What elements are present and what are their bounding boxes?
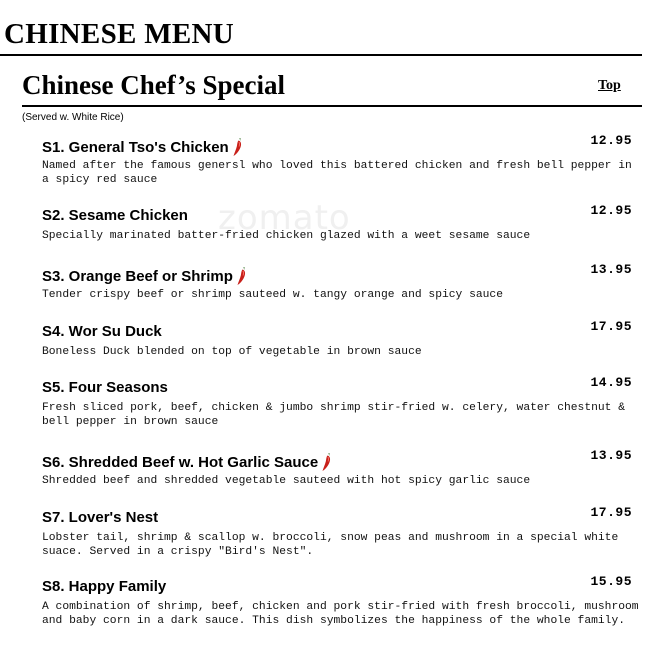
item-description: A combination of shrimp, beef, chicken and pork stir-fried with fresh broccoli, mushroom and baby corn in a dark sauce. This dish symbolizes the happiness of the whole family. <box>42 601 639 627</box>
item-name-wrap <box>42 578 166 595</box>
item-name: S1. General Tso's Chicken <box>42 138 229 156</box>
item-price: 12.95 <box>590 133 632 148</box>
item-name: S2. Sesame Chicken <box>42 207 188 224</box>
item-price: 13.95 <box>590 448 632 463</box>
menu-item <box>42 319 642 359</box>
item-description: Boneless Duck blended on top of vegetable in brown sauce <box>42 346 422 358</box>
menu-item <box>42 203 642 243</box>
item-name-wrap <box>42 137 243 157</box>
item-description: Named after the famous genersl who loved this battered chicken and fresh bell pepper in a spicy red sauce <box>42 160 632 186</box>
menu-item <box>42 448 642 488</box>
chili-pepper-icon <box>236 266 247 286</box>
item-name-wrap <box>42 323 162 340</box>
item-name-wrap <box>42 266 247 286</box>
item-description: Shredded beef and shredded vegetable sauteed with hot spicy garlic sauce <box>42 475 531 487</box>
item-price: 14.95 <box>590 375 632 390</box>
item-price: 15.95 <box>590 574 632 589</box>
item-name: S8. Happy Family <box>42 578 167 595</box>
item-name: S7. Lover's Nest <box>42 509 159 526</box>
section-divider <box>22 105 642 107</box>
item-description: Fresh sliced pork, beef, chicken & jumbo shrimp stir-fried w. celery, water chestnut & bell pepper in brown sauce <box>42 402 626 428</box>
item-price: 12.95 <box>590 203 632 218</box>
menu-item <box>42 375 642 429</box>
section-title: Chinese Chef’s Special <box>22 70 285 100</box>
menu-item <box>42 133 642 187</box>
item-name: S3. Orange Beef or Shrimp <box>42 267 233 285</box>
menu-item <box>42 574 642 628</box>
item-price: 17.95 <box>590 319 632 334</box>
item-description: Lobster tail, shrimp & scallop w. broccoli, snow peas and mushroom in a special white suace. Served in a crispy "Bird's Nest". <box>42 532 619 558</box>
item-name-wrap <box>42 379 168 396</box>
watermark: zomato <box>218 198 351 238</box>
top-link[interactable]: Top <box>598 78 621 93</box>
item-name-wrap <box>42 207 188 224</box>
item-name: S4. Wor Su Duck <box>42 323 162 340</box>
item-name: S6. Shredded Beef w. Hot Garlic Sauce <box>42 453 319 471</box>
chili-pepper-icon <box>321 452 332 472</box>
menu-item <box>42 505 642 559</box>
item-price: 17.95 <box>590 505 632 520</box>
item-name-wrap <box>42 452 332 472</box>
item-name: S5. Four Seasons <box>42 379 168 396</box>
item-description: Specially marinated batter-fried chicken glazed with a weet sesame sauce <box>42 230 531 242</box>
item-description: Tender crispy beef or shrimp sauteed w. tangy orange and spicy sauce <box>42 289 503 301</box>
title-divider <box>0 54 642 56</box>
served-note: (Served w. White Rice) <box>22 112 124 123</box>
chili-pepper-icon <box>232 137 243 157</box>
item-price: 13.95 <box>590 262 632 277</box>
page-title: CHINESE MENU <box>4 18 234 50</box>
menu-item <box>42 262 642 302</box>
item-name-wrap <box>42 509 158 526</box>
